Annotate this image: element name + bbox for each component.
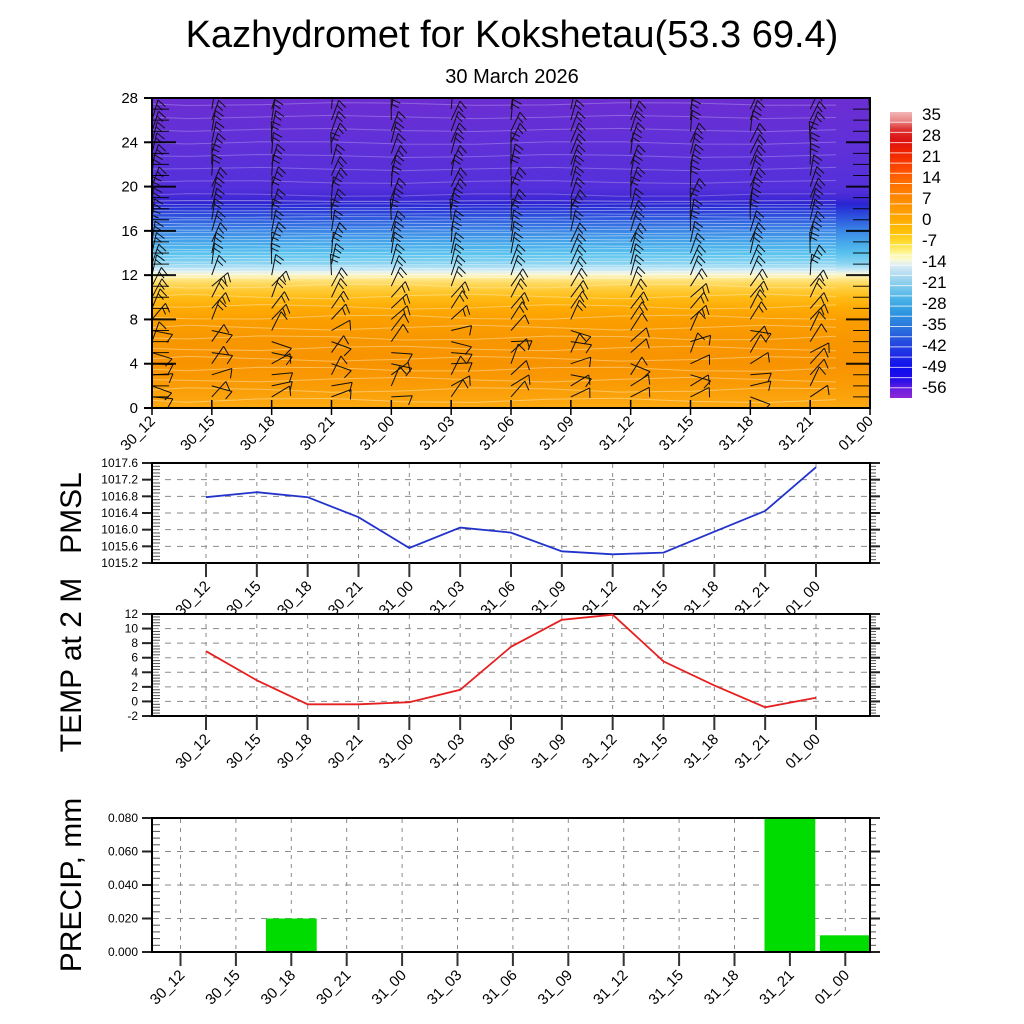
- x-tick-label: 31_21: [731, 577, 773, 620]
- y-tick-label: 1016.8: [101, 489, 138, 504]
- x-tick-label: 31_06: [476, 412, 518, 455]
- x-tick-label: 31_18: [700, 966, 743, 1009]
- wind-barb: [631, 78, 645, 98]
- wind-barb: [870, 166, 881, 187]
- colorbar-tick-label: -42: [922, 336, 947, 355]
- y-tick-label: 2: [131, 679, 138, 694]
- precip-panel: [108, 811, 880, 1008]
- x-tick-label: 30_12: [172, 577, 214, 620]
- y-tick-label: 0: [131, 694, 138, 709]
- y-tick-label: 0.060: [107, 844, 138, 859]
- wind-barb: [451, 78, 465, 98]
- x-tick-label: 31_12: [595, 412, 638, 455]
- x-tick-label: 31_15: [629, 730, 672, 773]
- precip-bar: [765, 818, 816, 952]
- x-tick-label: 30_21: [324, 577, 367, 620]
- x-tick-label: 31_00: [375, 577, 418, 620]
- chart-subtitle: 30 March 2026: [445, 66, 579, 88]
- y-tick-label: 1016.0: [101, 522, 138, 537]
- wind-barb: [870, 123, 885, 142]
- y-tick-label: 1015.2: [101, 556, 138, 570]
- y-tick-label: 8: [131, 636, 138, 651]
- wind-barb: [870, 244, 884, 264]
- y-tick-label: 16: [121, 222, 138, 240]
- y-tick-label: 0: [129, 400, 138, 417]
- x-tick-label: 01_00: [811, 966, 854, 1009]
- wind-barb: [870, 199, 882, 220]
- y-tick-label: -2: [127, 709, 138, 723]
- temp-axis-label: TEMP at 2 M: [55, 577, 88, 753]
- x-tick-label: 30_15: [202, 966, 244, 1009]
- x-tick-label: 31_21: [756, 966, 798, 1009]
- x-tick-label: 30_18: [257, 966, 300, 1009]
- x-tick-label: 31_15: [629, 577, 672, 620]
- cross-section-panel: [117, 77, 890, 454]
- x-tick-label: 31_09: [536, 412, 578, 455]
- wind-barb: [212, 77, 224, 98]
- y-tick-label: 4: [129, 355, 138, 373]
- x-tick-label: 31_21: [775, 412, 817, 455]
- x-tick-label: 31_18: [680, 730, 723, 773]
- x-tick-label: 31_18: [680, 577, 723, 620]
- wind-barb: [870, 369, 887, 386]
- x-tick-label: 31_15: [655, 412, 698, 455]
- y-tick-label: 8: [129, 311, 138, 329]
- precip-bar: [820, 935, 870, 952]
- x-tick-label: 30_21: [324, 730, 367, 773]
- colorbar-tick-label: 0: [922, 210, 932, 229]
- temp-panel: [125, 607, 880, 772]
- y-tick-label: 1017.6: [101, 456, 138, 470]
- y-tick-label: 28: [121, 90, 138, 107]
- wind-barb: [272, 77, 282, 98]
- x-tick-label: 30_18: [236, 412, 279, 455]
- wind-barb: [870, 221, 881, 242]
- x-tick-label: 30_15: [223, 577, 265, 620]
- x-tick-label: 31_21: [731, 730, 773, 773]
- y-tick-label: 1017.2: [101, 472, 138, 487]
- wind-barb: [391, 77, 403, 98]
- y-tick-label: 0.040: [107, 878, 138, 892]
- x-tick-label: 31_06: [477, 577, 519, 620]
- x-tick-label: 30_12: [117, 412, 159, 455]
- colorbar: [890, 105, 947, 398]
- y-tick-label: 0.000: [107, 945, 138, 959]
- precip-bar: [266, 919, 317, 953]
- wind-barb: [870, 77, 881, 98]
- y-tick-label: 1016.4: [101, 506, 138, 520]
- y-tick-label: 4: [131, 665, 138, 680]
- plot-frame: [152, 614, 870, 716]
- wind-barb: [750, 78, 763, 99]
- page-title: Kazhydromet for Kokshetau(53.3 69.4): [185, 14, 839, 56]
- x-tick-label: 01_00: [782, 577, 824, 620]
- pmsl-axis-label: PMSL: [55, 472, 88, 554]
- wind-barb: [332, 77, 344, 98]
- x-tick-label: 31_03: [426, 577, 468, 620]
- colorbar-tick-label: 7: [922, 189, 932, 208]
- x-tick-label: 01_00: [835, 412, 877, 455]
- y-tick-label: 1015.6: [101, 539, 138, 554]
- wind-barb: [870, 331, 891, 344]
- y-tick-label: 24: [121, 134, 138, 152]
- x-tick-label: 31_03: [426, 730, 468, 773]
- wind-barb: [870, 362, 889, 375]
- colorbar-tick-label: 35: [922, 105, 941, 124]
- x-tick-label: 30_15: [177, 412, 219, 455]
- x-tick-label: 30_15: [223, 730, 265, 773]
- colorbar-tick-label: -14: [922, 252, 947, 271]
- colorbar-tick-label: 21: [922, 147, 941, 166]
- wind-barb: [870, 144, 883, 164]
- x-tick-label: 31_00: [356, 412, 399, 455]
- x-tick-label: 31_00: [368, 966, 410, 1009]
- wind-barb: [511, 77, 522, 98]
- x-tick-label: 31_12: [590, 966, 632, 1009]
- colorbar-tick-label: 14: [922, 168, 941, 187]
- wind-barb: [870, 302, 887, 319]
- wind-barb: [870, 279, 886, 297]
- wind-barb: [152, 77, 163, 98]
- y-tick-label: 0.080: [107, 811, 138, 825]
- x-tick-label: 31_12: [578, 577, 621, 620]
- x-tick-label: 30_21: [296, 412, 339, 455]
- wind-barb: [691, 77, 703, 98]
- colorbar-tick-label: 28: [922, 126, 941, 145]
- colorbar-tick-label: -56: [922, 378, 947, 397]
- wind-barb: [870, 256, 885, 275]
- wind-barb: [870, 133, 882, 154]
- wind-barb: [870, 89, 883, 110]
- x-tick-label: 30_18: [273, 730, 316, 773]
- wind-barb: [870, 385, 889, 397]
- wind-barb: [870, 177, 879, 198]
- wind-barb: [870, 156, 885, 175]
- x-tick-label: 31_06: [479, 966, 521, 1009]
- y-tick-label: 6: [131, 650, 138, 665]
- colorbar-tick-label: -21: [922, 273, 947, 292]
- colorbar-tick-label: -35: [922, 315, 947, 334]
- x-tick-label: 30_18: [273, 577, 316, 620]
- plot-frame: [152, 818, 870, 952]
- x-tick-label: 30_21: [313, 966, 355, 1009]
- wind-barb: [870, 334, 885, 353]
- x-tick-label: 31_09: [528, 577, 570, 620]
- x-tick-label: 01_00: [782, 730, 824, 773]
- x-tick-label: 31_18: [715, 412, 758, 455]
- pmsl-panel: [101, 456, 880, 619]
- wind-barb: [870, 112, 885, 131]
- wind-barb: [870, 211, 884, 231]
- wind-barb: [870, 289, 885, 308]
- x-tick-label: 31_09: [534, 966, 577, 1009]
- precip-axis-label: PRECIP, mm: [55, 797, 88, 973]
- y-tick-label: 10: [124, 621, 138, 636]
- wind-barb: [571, 79, 586, 99]
- x-tick-label: 31_00: [375, 730, 418, 773]
- x-tick-label: 30_12: [172, 730, 214, 773]
- x-tick-label: 31_09: [528, 730, 570, 773]
- wind-barb: [870, 267, 885, 286]
- x-tick-label: 31_03: [416, 412, 458, 455]
- x-tick-label: 31_12: [578, 730, 621, 773]
- x-tick-label: 30_12: [146, 966, 189, 1009]
- x-tick-label: 31_03: [423, 966, 466, 1009]
- x-tick-label: 31_06: [477, 730, 519, 773]
- wind-barb: [870, 351, 889, 364]
- y-tick-label: 12: [121, 267, 138, 285]
- wind-barb: [870, 234, 886, 253]
- wind-barb: [810, 78, 823, 99]
- y-tick-label: 0.020: [107, 911, 138, 926]
- wind-barb: [870, 188, 882, 209]
- colorbar-tick-label: -7: [922, 231, 938, 250]
- colorbar-tick-label: -28: [922, 294, 947, 313]
- colorbar-tick-label: -49: [922, 357, 947, 376]
- y-tick-label: 20: [121, 178, 138, 196]
- wind-barb: [870, 327, 888, 342]
- x-tick-label: 31_15: [645, 966, 687, 1009]
- y-tick-label: 12: [124, 607, 138, 621]
